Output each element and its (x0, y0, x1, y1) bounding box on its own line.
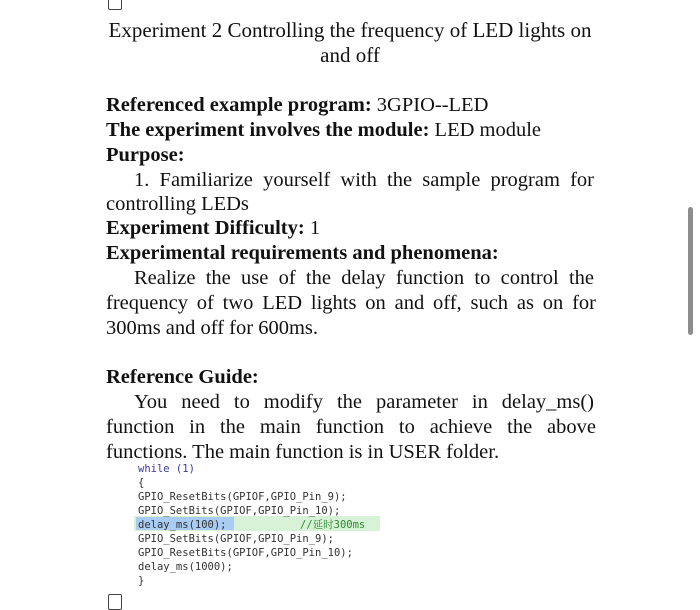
code-line-5: delay_ms(100); (138, 519, 227, 531)
module-line (106, 118, 596, 142)
guide-label: Reference Guide: (106, 366, 259, 388)
code-line-3: GPIO_ResetBits(GPIOF,GPIO_Pin_9); (138, 491, 347, 503)
referenced-program-label: Referenced example program: (106, 94, 372, 116)
referenced-program-value: 3GPIO--LED (371, 94, 489, 116)
referenced-program-line (106, 93, 596, 117)
purpose-text-line-2: controlling LEDs (106, 193, 249, 215)
code-line-2: { (138, 477, 145, 489)
module-label: The experiment involves the module: (106, 119, 430, 141)
code-line-4: GPIO_SetBits(GPIOF,GPIO_Pin_10); (138, 505, 341, 517)
difficulty-line (106, 216, 596, 240)
code-line-9: } (138, 575, 145, 587)
guide-text-line-3: functions. The main function is in USER folder. (106, 441, 500, 463)
module-value: LED module (429, 119, 542, 141)
difficulty-label: Experiment Difficulty: (106, 217, 305, 239)
requirements-text-line-3: 300ms and off for 600ms. (106, 317, 319, 339)
scrollbar-thumb[interactable] (688, 207, 693, 335)
requirements-text-line-1: Realize the use of the delay function to control the (134, 267, 594, 289)
requirements-text-line-2: frequency of two LED lights on and off, such as on for (106, 292, 596, 314)
code-line-7: GPIO_ResetBits(GPIOF,GPIO_Pin_10); (138, 547, 353, 559)
page-title (0, 18, 700, 68)
purpose-label: Purpose: (106, 144, 185, 166)
guide-text-line-1: You need to modify the parameter in delay_ms() (134, 391, 594, 413)
difficulty-value: 1 (304, 217, 321, 239)
guide-text-line-2: function in the main function to achieve the above (106, 416, 596, 438)
title-line-1: Experiment 2 Controlling the frequency of LED lights on (108, 18, 592, 42)
checkbox-icon (108, 0, 122, 10)
purpose-text-line-1: 1. Familiarize yourself with the sample program for (134, 169, 594, 191)
checkbox-icon-bottom (108, 594, 122, 610)
code-line-1: while (1) (138, 463, 195, 475)
title-line-2: and off (320, 43, 380, 67)
requirements-label: Experimental requirements and phenomena: (106, 242, 499, 264)
code-line-8: delay_ms(1000); (138, 561, 233, 573)
code-line-6: GPIO_SetBits(GPIOF,GPIO_Pin_9); (138, 533, 334, 545)
code-line-5-comment: //延时300ms (300, 519, 366, 531)
